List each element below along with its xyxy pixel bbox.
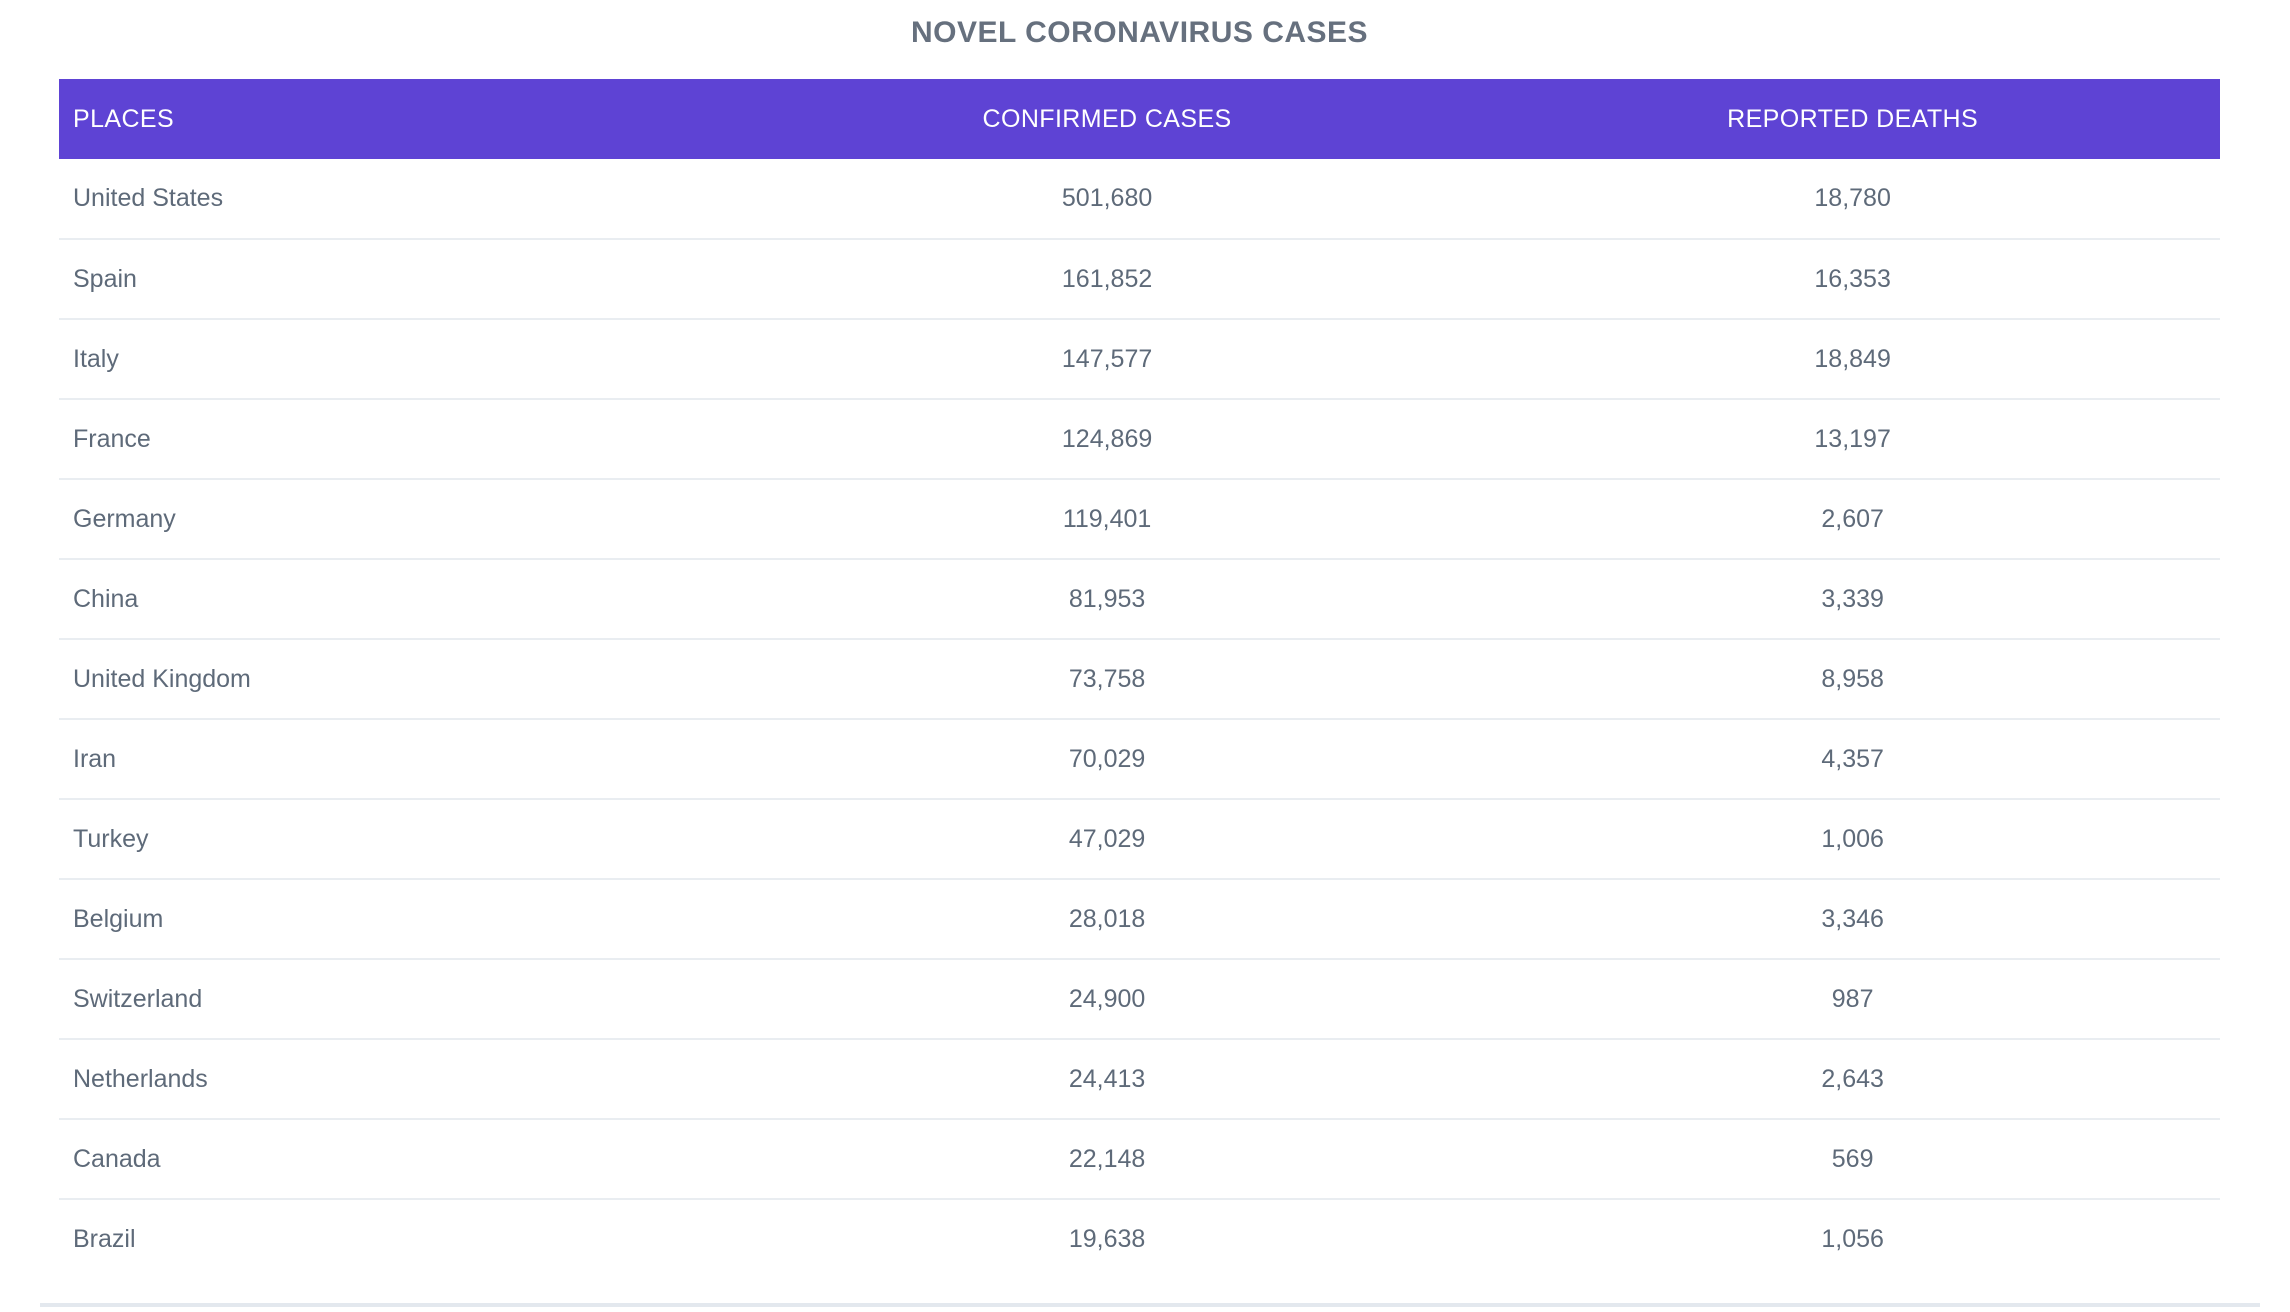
confirmed-cases-cell: 501,680 [1061, 184, 1153, 212]
confirmed-cases-cell: 19,638 [729, 1199, 1485, 1279]
place-cell: Canada [59, 1119, 729, 1199]
confirmed-cases-cell: 147,577 [729, 319, 1485, 399]
place-cell: Switzerland [59, 959, 729, 1039]
confirmed-cases-cell: 28,018 [729, 879, 1485, 959]
table-row [59, 959, 2220, 1039]
table-body [59, 159, 2220, 1279]
place-cell: Italy [59, 319, 729, 399]
reported-deaths-cell: 1,056 [1485, 1199, 2220, 1279]
place-cell: Brazil [59, 1199, 729, 1279]
page-title: NOVEL CORONAVIRUS CASES [910, 15, 1369, 49]
reported-deaths-cell: 987 [1485, 959, 2220, 1039]
place-cell: United States [73, 184, 224, 212]
table-row [59, 879, 2220, 959]
column-header-places: PLACES [59, 79, 729, 159]
reported-deaths-cell: 3,339 [1485, 559, 2220, 639]
reported-deaths-cell: 2,643 [1485, 1039, 2220, 1119]
reported-deaths-cell: 13,197 [1485, 399, 2220, 479]
place-cell: Iran [59, 719, 729, 799]
place-cell: Germany [59, 479, 729, 559]
reported-deaths-cell: 4,357 [1485, 719, 2220, 799]
confirmed-cases-cell: 119,401 [729, 479, 1485, 559]
reported-deaths-cell: 16,353 [1485, 239, 2220, 319]
column-header-confirmed-cases: CONFIRMED CASES [729, 79, 1485, 159]
reported-deaths-cell: 8,958 [1485, 639, 2220, 719]
table-row [59, 479, 2220, 559]
header-row [59, 79, 2220, 159]
cases-widget [59, 0, 2220, 1279]
place-cell: Netherlands [59, 1039, 729, 1119]
table-row [59, 1119, 2220, 1199]
confirmed-cases-cell: 22,148 [729, 1119, 1485, 1199]
confirmed-cases-cell: 161,852 [729, 239, 1485, 319]
place-cell: France [59, 399, 729, 479]
confirmed-cases-cell: 73,758 [729, 639, 1485, 719]
bottom-divider [40, 1303, 2260, 1307]
place-cell: Turkey [59, 799, 729, 879]
reported-deaths-cell: 1,006 [1485, 799, 2220, 879]
table-row [59, 239, 2220, 319]
confirmed-cases-cell: 81,953 [729, 559, 1485, 639]
table-row [59, 799, 2220, 879]
column-header-reported-deaths: REPORTED DEATHS [1485, 79, 2220, 159]
table-header [59, 79, 2220, 159]
table-row [59, 639, 2220, 719]
table-row [59, 719, 2220, 799]
confirmed-cases-cell: 24,413 [729, 1039, 1485, 1119]
table-row [59, 159, 2220, 239]
reported-deaths-cell: 18,780 [1814, 184, 1891, 212]
confirmed-cases-cell: 47,029 [729, 799, 1485, 879]
confirmed-cases-cell: 124,869 [729, 399, 1485, 479]
table-row [59, 1039, 2220, 1119]
reported-deaths-cell: 2,607 [1485, 479, 2220, 559]
cases-table [59, 79, 2220, 1279]
confirmed-cases-cell: 70,029 [729, 719, 1485, 799]
table-row [59, 559, 2220, 639]
confirmed-cases-cell: 24,900 [729, 959, 1485, 1039]
place-cell: Belgium [59, 879, 729, 959]
reported-deaths-cell: 569 [1485, 1119, 2220, 1199]
place-cell: China [59, 559, 729, 639]
reported-deaths-cell: 18,849 [1485, 319, 2220, 399]
table-row [59, 1199, 2220, 1279]
table-row [59, 319, 2220, 399]
table-row [59, 399, 2220, 479]
reported-deaths-cell: 3,346 [1485, 879, 2220, 959]
place-cell: Spain [59, 239, 729, 319]
place-cell: United Kingdom [59, 639, 729, 719]
